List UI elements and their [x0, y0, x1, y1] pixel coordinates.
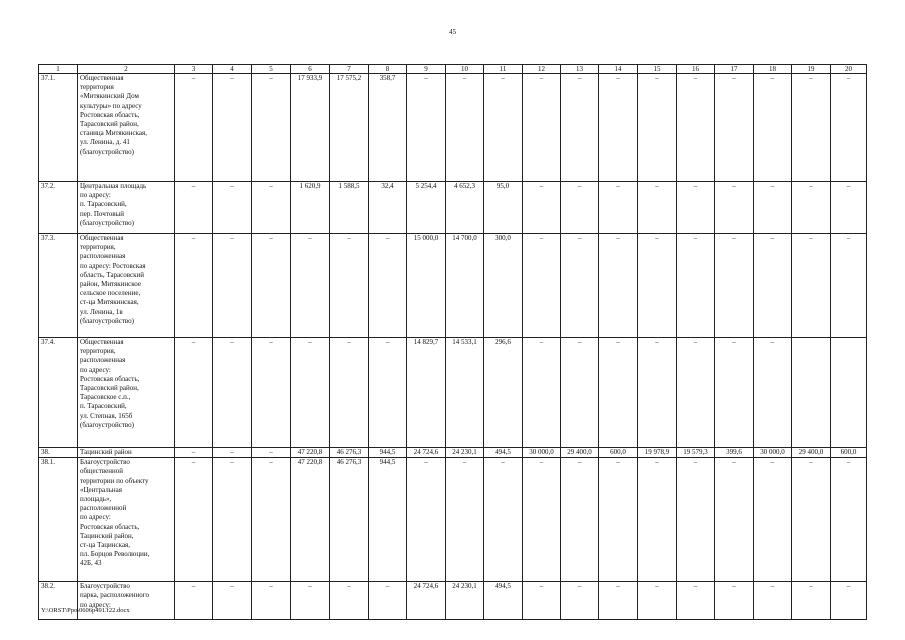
value-cell: – [213, 448, 252, 458]
value-cell: – [175, 338, 213, 448]
column-header: 17 [715, 65, 754, 74]
table-row [39, 234, 867, 338]
value-cell: – [754, 458, 792, 582]
value-cell: – [330, 234, 369, 338]
value-cell: – [330, 338, 369, 448]
value-cell: – [677, 74, 715, 182]
table-row [39, 458, 867, 582]
row-number: 38.1. [39, 458, 78, 582]
value-cell: 24 724,6 [407, 582, 446, 620]
value-cell: 19 978,9 [638, 448, 677, 458]
value-cell: 24 230,1 [446, 448, 484, 458]
value-cell: 24 724,6 [407, 448, 446, 458]
column-header: 19 [792, 65, 831, 74]
value-cell: – [792, 458, 831, 582]
column-header: 3 [175, 65, 213, 74]
value-cell: 1 620,9 [291, 182, 330, 234]
footer-file-path: Y:\ORST\Ppo\0606p491.f22.docx [41, 607, 130, 614]
object-description: Общественная территория «Митякинский Дом культуры» по адресу Ростовская область, Тарасовский район, станица Митякинская, ул. Ленина, д. 41 (благоустройство) [78, 74, 175, 182]
value-cell: – [599, 582, 638, 620]
column-header: 10 [446, 65, 484, 74]
column-header: 13 [561, 65, 599, 74]
value-cell: – [561, 458, 599, 582]
table-row [39, 182, 867, 234]
value-cell: – [831, 582, 867, 620]
value-cell: 4 652,3 [446, 182, 484, 234]
value-cell: – [677, 458, 715, 582]
value-cell: – [754, 582, 792, 620]
value-cell: – [252, 582, 291, 620]
value-cell: – [715, 458, 754, 582]
value-cell: 5 254,4 [407, 182, 446, 234]
value-cell: – [677, 182, 715, 234]
value-cell: 47 220,8 [291, 458, 330, 582]
value-cell: – [175, 458, 213, 582]
value-cell: – [175, 448, 213, 458]
value-cell: 29 400,0 [792, 448, 831, 458]
table-row [39, 338, 867, 448]
value-cell: – [599, 74, 638, 182]
value-cell: – [638, 338, 677, 448]
value-cell: 494,5 [484, 448, 523, 458]
value-cell: – [831, 234, 867, 338]
value-cell: – [252, 448, 291, 458]
row-number: 37.3. [39, 234, 78, 338]
column-header: 9 [407, 65, 446, 74]
value-cell: – [369, 338, 407, 448]
column-header: 11 [484, 65, 523, 74]
value-cell [831, 338, 867, 448]
column-header: 1 [39, 65, 78, 74]
value-cell: 300,0 [484, 234, 523, 338]
value-cell: – [523, 182, 561, 234]
value-cell: – [446, 458, 484, 582]
value-cell: – [638, 182, 677, 234]
value-cell: – [252, 234, 291, 338]
value-cell: – [561, 582, 599, 620]
value-cell: – [599, 458, 638, 582]
value-cell: 14 829,7 [407, 338, 446, 448]
value-cell: – [213, 234, 252, 338]
value-cell: – [252, 182, 291, 234]
value-cell: – [754, 338, 792, 448]
value-cell: 358,7 [369, 74, 407, 182]
table-row [39, 74, 867, 182]
value-cell: – [369, 582, 407, 620]
value-cell: 24 230,1 [446, 582, 484, 620]
value-cell: – [638, 582, 677, 620]
value-cell: – [831, 458, 867, 582]
value-cell: – [252, 458, 291, 582]
value-cell: – [213, 182, 252, 234]
value-cell: – [213, 74, 252, 182]
value-cell: – [715, 338, 754, 448]
value-cell: – [213, 338, 252, 448]
value-cell: – [561, 182, 599, 234]
value-cell: 600,0 [831, 448, 867, 458]
column-header: 16 [677, 65, 715, 74]
value-cell: – [175, 234, 213, 338]
value-cell: – [369, 234, 407, 338]
column-header: 2 [78, 65, 175, 74]
value-cell: – [523, 582, 561, 620]
column-header: 18 [754, 65, 792, 74]
value-cell: 30 000,0 [754, 448, 792, 458]
value-cell: – [715, 234, 754, 338]
row-number: 37.2. [39, 182, 78, 234]
value-cell: 1 588,5 [330, 182, 369, 234]
column-header: 20 [831, 65, 867, 74]
value-cell: 17 575,2 [330, 74, 369, 182]
value-cell: 944,5 [369, 458, 407, 582]
value-cell: – [213, 458, 252, 582]
value-cell: – [291, 338, 330, 448]
table-row [39, 582, 867, 620]
value-cell: 14 533,1 [446, 338, 484, 448]
value-cell: – [330, 582, 369, 620]
value-cell: – [407, 458, 446, 582]
value-cell: – [754, 182, 792, 234]
value-cell: – [599, 234, 638, 338]
row-number: 37.1. [39, 74, 78, 182]
column-header: 14 [599, 65, 638, 74]
value-cell: 600,0 [599, 448, 638, 458]
value-cell: – [677, 582, 715, 620]
value-cell: – [638, 74, 677, 182]
value-cell: – [754, 234, 792, 338]
value-cell: – [484, 458, 523, 582]
value-cell: 95,0 [484, 182, 523, 234]
value-cell: – [561, 234, 599, 338]
value-cell: – [175, 582, 213, 620]
value-cell: – [638, 234, 677, 338]
value-cell: – [252, 338, 291, 448]
value-cell: – [291, 582, 330, 620]
value-cell: – [252, 74, 291, 182]
value-cell: – [484, 74, 523, 182]
table-row [39, 448, 867, 458]
object-description: Благоустройство парка, расположенного по адресу: [78, 582, 175, 620]
value-cell: – [213, 582, 252, 620]
value-cell: 29 400,0 [561, 448, 599, 458]
value-cell: – [446, 74, 484, 182]
row-number: 38. [39, 448, 78, 458]
value-cell: – [638, 458, 677, 582]
value-cell: 19 579,3 [677, 448, 715, 458]
value-cell: – [792, 182, 831, 234]
row-number: 37.4. [39, 338, 78, 448]
value-cell: – [715, 582, 754, 620]
object-description: Центральная площадь по адресу: п. Тарасовский, пер. Почтовый (благоустройство) [78, 182, 175, 234]
value-cell: – [561, 338, 599, 448]
row-number: 38.2. [39, 582, 78, 620]
value-cell: – [407, 74, 446, 182]
value-cell: – [523, 338, 561, 448]
value-cell: 296,6 [484, 338, 523, 448]
value-cell: – [599, 182, 638, 234]
value-cell: – [599, 338, 638, 448]
column-header: 6 [291, 65, 330, 74]
value-cell: – [677, 234, 715, 338]
value-cell: – [175, 74, 213, 182]
object-description: Благоустройство общественной территории по объекту «Центральная площадь», расположенной по адресу: Ростовская область, Тацинский район, ст-ца Тацинская, пл. Борцов Революции, 42Б, 43 [78, 458, 175, 582]
value-cell [792, 338, 831, 448]
column-header: 7 [330, 65, 369, 74]
column-header: 4 [213, 65, 252, 74]
value-cell: – [792, 582, 831, 620]
object-description: Общественная территория, расположенная по адресу: Ростовская область, Тарасовский район, Тарасовское с.п., п. Тарасовский, ул. Степная, 165б (благоустройство) [78, 338, 175, 448]
column-header: 12 [523, 65, 561, 74]
value-cell: – [523, 74, 561, 182]
value-cell: – [175, 182, 213, 234]
value-cell: – [677, 338, 715, 448]
value-cell: 30 000,0 [523, 448, 561, 458]
value-cell: – [831, 182, 867, 234]
object-description: Тацинский район [78, 448, 175, 458]
value-cell: 32,4 [369, 182, 407, 234]
value-cell: – [792, 234, 831, 338]
value-cell: – [561, 74, 599, 182]
value-cell: 15 000,0 [407, 234, 446, 338]
value-cell: 46 276,3 [330, 448, 369, 458]
value-cell: 17 933,9 [291, 74, 330, 182]
value-cell: – [715, 182, 754, 234]
column-header: 15 [638, 65, 677, 74]
value-cell: 944,5 [369, 448, 407, 458]
value-cell: 46 276,3 [330, 458, 369, 582]
value-cell: – [831, 74, 867, 182]
value-cell: 494,5 [484, 582, 523, 620]
value-cell: – [523, 234, 561, 338]
column-header: 5 [252, 65, 291, 74]
value-cell: – [715, 74, 754, 182]
value-cell: 399,6 [715, 448, 754, 458]
table-header-row [39, 65, 867, 74]
object-description: Общественная территория, расположенная по адресу: Ростовская область, Тарасовский район, Митякинское сельское поселение, ст-ца Митякинская, ул. Ленина, 1в (благоустройство) [78, 234, 175, 338]
data-table [38, 64, 867, 620]
value-cell: 14 700,0 [446, 234, 484, 338]
value-cell: – [754, 74, 792, 182]
page-number: 45 [449, 28, 456, 36]
value-cell: – [792, 74, 831, 182]
column-header: 8 [369, 65, 407, 74]
value-cell: 47 220,8 [291, 448, 330, 458]
value-cell: – [291, 234, 330, 338]
value-cell: – [523, 458, 561, 582]
